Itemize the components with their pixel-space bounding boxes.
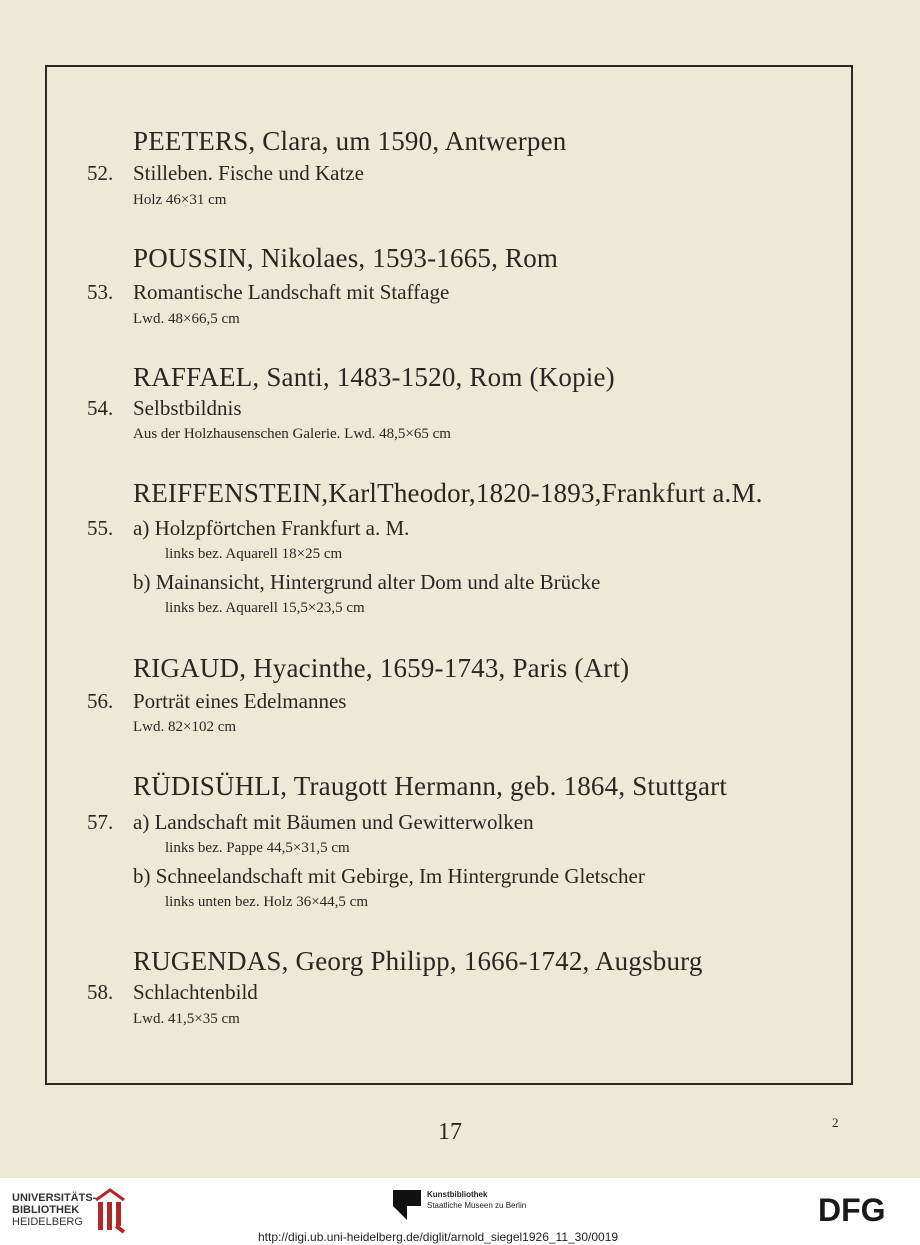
kunstbibliothek-wordmark[interactable]: [427, 1189, 526, 1211]
library-line-1: UNIVERSITÄTS-: [12, 1192, 97, 1204]
lot-details: links bez. Aquarell 15,5×23,5 cm: [165, 600, 365, 616]
dfg-logo-text: DFG: [818, 1195, 886, 1225]
lot-number: 54.: [87, 396, 114, 420]
page-number: 17: [438, 1119, 462, 1145]
library-line-3: HEIDELBERG: [12, 1216, 83, 1228]
lot-title: Romantische Landschaft mit Staffage: [133, 280, 450, 304]
lot-number: 55.: [87, 516, 114, 540]
lot-title: a) Landschaft mit Bäumen und Gewitterwolken: [133, 810, 534, 834]
ub-heidelberg-wordmark[interactable]: [12, 1192, 96, 1228]
lot-title: b) Schneelandschaft mit Gebirge, Im Hintergrunde Gletscher: [133, 864, 645, 888]
lot-details: Aus der Holzhausenschen Galerie. Lwd. 48,5×65 cm: [133, 426, 451, 442]
lot-details: links bez. Aquarell 18×25 cm: [165, 546, 343, 562]
lot-details: Holz 46×31 cm: [133, 192, 227, 208]
lot-title: b) Mainansicht, Hintergrund alter Dom und alte Brücke: [133, 570, 601, 594]
lot-details: Lwd. 48×66,5 cm: [133, 311, 240, 327]
lot-number: 58.: [87, 980, 114, 1004]
lot-number: 57.: [87, 810, 114, 834]
partner-line-1: Kunstbibliothek: [427, 1190, 488, 1199]
artist-heading: RIGAUD, Hyacinthe, 1659-1743, Paris (Art): [133, 653, 630, 683]
artist-heading: PEETERS, Clara, um 1590, Antwerpen: [133, 126, 567, 156]
artist-heading: RUGENDAS, Georg Philipp, 1666-1742, Augsburg: [133, 946, 703, 976]
lot-number: 52.: [87, 161, 114, 185]
signature-mark: 2: [832, 1115, 839, 1130]
lot-title: Porträt eines Edelmannes: [133, 689, 347, 713]
lot-title: Selbstbildnis: [133, 396, 242, 420]
dfg-logo-icon[interactable]: [818, 1195, 908, 1225]
lot-details: Lwd. 82×102 cm: [133, 719, 237, 735]
lot-details: links unten bez. Holz 36×44,5 cm: [165, 894, 369, 910]
lot-details: links bez. Pappe 44,5×31,5 cm: [165, 840, 350, 856]
lot-details: Lwd. 41,5×35 cm: [133, 1011, 240, 1027]
page-frame: [45, 65, 853, 1085]
lot-title: Schlachtenbild: [133, 980, 258, 1004]
kunstbibliothek-logo-icon: [393, 1190, 421, 1220]
library-line-2: BIBLIOTHEK: [12, 1204, 80, 1216]
lot-number: 56.: [87, 689, 114, 713]
lot-title: Stilleben. Fische und Katze: [133, 161, 364, 185]
artist-heading: REIFFENSTEIN,KarlTheodor,1820-1893,Frankfurt a.M.: [133, 478, 763, 508]
artist-heading: RAFFAEL, Santi, 1483-1520, Rom (Kopie): [133, 362, 615, 392]
lot-title: a) Holzpförtchen Frankfurt a. M.: [133, 516, 410, 540]
ub-heidelberg-logo-icon: [92, 1186, 128, 1234]
digitization-footer: [0, 1178, 920, 1245]
permalink-url[interactable]: http://digi.ub.uni-heidelberg.de/diglit/arnold_siegel1926_11_30/0019: [258, 1230, 619, 1244]
artist-heading: POUSSIN, Nikolaes, 1593-1665, Rom: [133, 243, 559, 273]
lot-number: 53.: [87, 280, 114, 304]
partner-line-2: Staatliche Museen zu Berlin: [427, 1201, 527, 1210]
artist-heading: RÜDISÜHLI, Traugott Hermann, geb. 1864, Stuttgart: [133, 771, 728, 801]
